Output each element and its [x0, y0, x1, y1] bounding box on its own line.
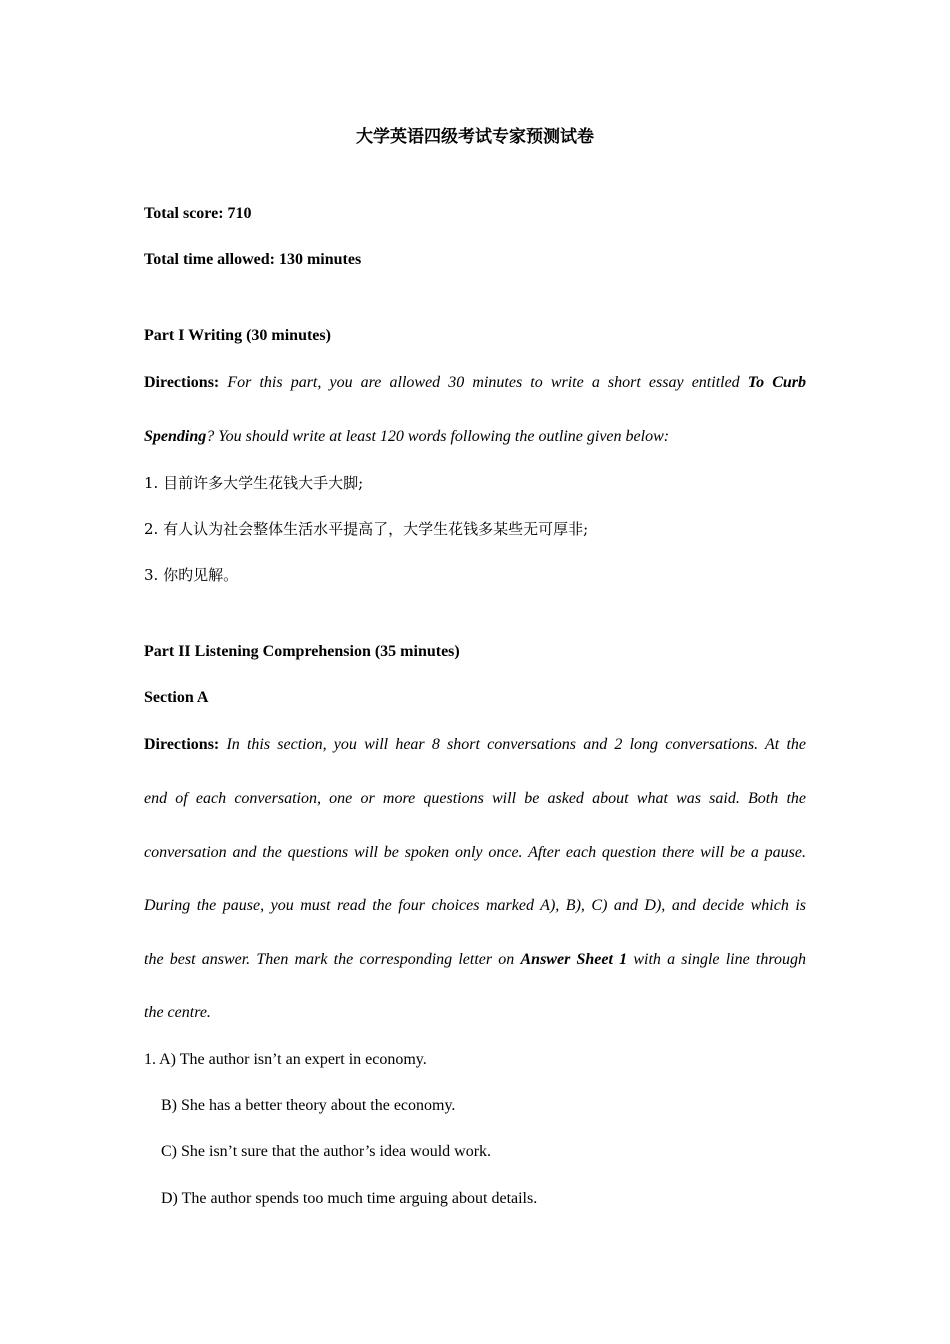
section-a-heading: Section A — [144, 689, 209, 706]
directions-text-2: ? You should write at least 120 words following the outline given below: — [206, 428, 670, 445]
part1-heading: Part I Writing (30 minutes) — [144, 327, 331, 344]
document-title: 大学英语四级考试专家预测试卷 — [356, 127, 594, 147]
question1-option-c: C) She isn’t sure that the author’s idea would work. — [161, 1143, 492, 1160]
part2-directions-line4: During the pause, you must read the four choices marked A), B), C) and D), and decide which is — [144, 897, 806, 914]
outline-item-3: 3. 你旳见解。 — [144, 566, 239, 584]
part1-directions-line1 — [144, 373, 806, 393]
total-time: Total time allowed: 130 minutes — [144, 251, 362, 268]
part1-directions-line2 — [144, 427, 806, 447]
part2-directions-line3: conversation and the questions will be spoken only once. After each question there will be a pause. — [144, 844, 806, 861]
essay-title-part-a: To Curb — [747, 374, 807, 391]
question1-option-b: B) She has a better theory about the economy. — [161, 1097, 456, 1114]
part2-heading: Part II Listening Comprehension (35 minutes) — [144, 643, 460, 660]
part2-directions-line6: the centre. — [144, 1004, 211, 1021]
directions-label: Directions: — [144, 736, 220, 753]
directions-text: For this part, you are allowed 30 minutes to write a short essay entitled — [227, 374, 740, 391]
directions-label: Directions: — [144, 374, 220, 391]
outline-item-2: 2. 有人认为社会整体生活水平提高了，大学生花钱多某些无可厚非; — [144, 520, 589, 538]
question1-option-d: D) The author spends too much time arguing about details. — [161, 1190, 538, 1207]
outline-item-1: 1. 目前许多大学生花钱大手大脚; — [144, 474, 364, 492]
part2-directions-line5: the best answer. Then mark the corresponding letter on Answer Sheet 1 with a single line through — [144, 951, 806, 968]
total-score: Total score: 710 — [144, 205, 252, 222]
question1-option-a: 1. A) The author isn’t an expert in economy. — [144, 1051, 427, 1068]
answer-sheet-label: Answer Sheet 1 — [520, 951, 628, 968]
part2-directions-line1: Directions: In this section, you will hear 8 short conversations and 2 long conversations. At the — [144, 736, 806, 753]
part2-directions-line2: end of each conversation, one or more questions will be asked about what was said. Both the — [144, 790, 806, 807]
essay-title-part-b: Spending — [144, 428, 207, 445]
